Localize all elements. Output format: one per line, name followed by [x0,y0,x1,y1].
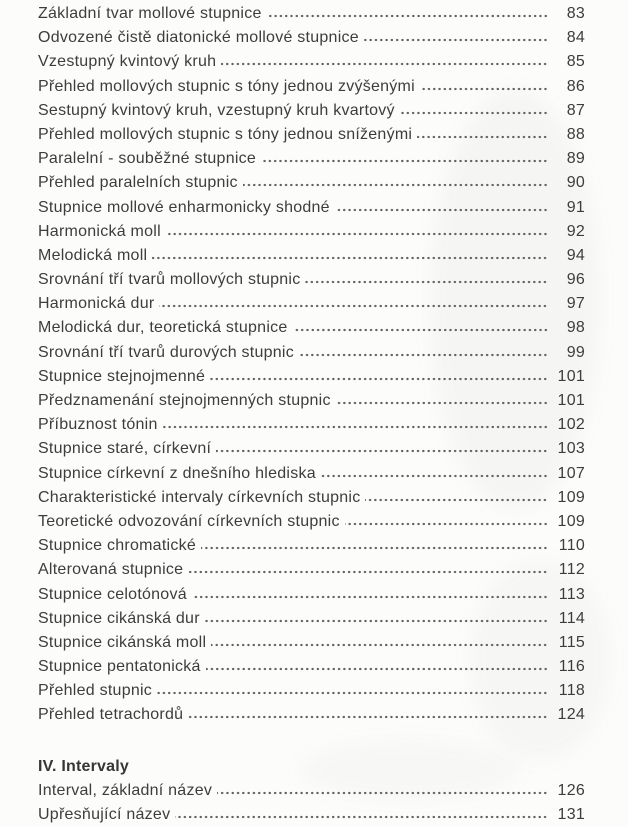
toc-entry-page: 109 [557,488,585,506]
toc-entry-page: 107 [557,464,585,482]
toc-entry-title: Upřesňující název [38,806,171,823]
toc-row [38,268,585,292]
toc-row [38,558,585,582]
dot-leader [335,208,548,212]
toc-row [38,292,585,316]
toc-entry-title: Přehled tetrachordů [38,706,184,724]
dot-leader [192,595,548,599]
dot-leader [336,401,548,405]
toc-entry-title: Stupnice mollové enharmonicky shodné [38,198,330,216]
toc-entry-title: Stupnice pentatonická [38,658,201,676]
toc-row [38,26,585,50]
toc-entry-page: 101 [557,392,585,409]
dot-leader [216,449,548,453]
toc-entry-page: 101 [557,367,585,385]
toc-entry-page: 83 [566,5,585,22]
dot-leader [163,425,548,429]
dot-leader [159,304,548,308]
toc-row [38,486,585,510]
toc-entry-page: 118 [558,682,585,700]
toc-entry-title: Alterovaná stupnice [38,561,184,579]
toc-entry-page: 112 [558,561,585,579]
toc-row [38,99,585,123]
dot-leader [420,87,548,91]
toc-entry-title: Stupnice celotónová [38,585,187,603]
toc-entry-page: 115 [558,633,585,651]
section-heading-intervaly: IV. Intervaly [38,757,129,775]
toc-row [38,510,585,534]
dot-leader [157,691,548,695]
toc-entry-title: Vzestupný kvintový kruh [38,53,217,71]
toc-entry-title: Melodická moll [38,246,148,264]
toc-row [38,437,585,461]
toc-entry-title: Předznamenání stejnojmenných stupnic [38,392,331,409]
toc-row [38,50,585,74]
dot-leader [175,815,548,819]
dot-leader [210,377,548,381]
toc-entry-title: Charakteristické intervaly církevních stupnic [38,488,361,506]
dot-leader [166,232,548,236]
table-of-contents [38,2,585,728]
toc-entry-title: Harmonická moll [38,222,161,240]
toc-row [38,779,585,803]
dot-leader [217,791,548,795]
toc-row [38,631,585,655]
dot-leader [345,522,548,526]
toc-entry-title: Stupnice cikánská dur [38,609,200,627]
dot-leader [188,570,548,574]
toc-entry-title: Stupnice chromatické [38,537,196,555]
toc-row [38,2,585,26]
dot-leader [267,14,548,18]
dot-leader [201,546,548,550]
toc-entry-page: 126 [557,781,585,799]
dot-leader [152,256,548,260]
dot-leader [321,474,548,478]
toc-entry-page: 92 [566,222,585,240]
dot-leader [221,62,548,66]
toc-entry-page: 124 [557,706,585,724]
toc-row [38,583,585,607]
toc-entry-page: 98 [566,319,585,337]
toc-entry-page: 131 [557,806,585,823]
toc-entry-page: 109 [557,512,585,530]
dot-leader [417,135,548,139]
dot-leader [364,38,548,42]
toc-row [38,534,585,558]
toc-entry-page: 89 [566,150,585,168]
toc-row [38,244,585,268]
toc-entry-title: Sestupný kvintový kruh, vzestupný kruh kvartový [38,101,395,119]
toc-row [38,75,585,99]
toc-entry-page: 99 [566,343,585,361]
toc-entry-page: 102 [557,416,585,434]
toc-entry-title: Přehled paralelních stupnic [38,174,238,192]
toc-row [38,703,585,727]
toc-entry-page: 85 [566,53,585,71]
toc-entry-title: Stupnice stejnojmenné [38,367,206,385]
toc-entry-page: 103 [557,440,585,458]
toc-entry-title: Stupnice cikánská moll [38,633,207,651]
toc-entry-title: Melodická dur, teoretická stupnice [38,319,288,337]
toc-row [38,413,585,437]
dot-leader [261,159,548,163]
toc-entry-title: Paralelní - souběžné stupnice [38,150,257,168]
toc-entry-page: 84 [566,29,585,47]
toc-entry-page: 96 [566,271,585,289]
toc-entry-title: Základní tvar mollové stupnice [38,5,262,22]
dot-leader [188,715,548,719]
toc-entry-title: Interval, základní název [38,781,213,799]
dot-leader [205,619,548,623]
toc-entry-title: Přehled mollových stupnic s tóny jednou zvýšenými [38,77,415,95]
toc-row [38,220,585,244]
toc-entry-page: 110 [558,537,585,555]
toc-entry-page: 87 [566,101,585,119]
toc-entry-page: 91 [566,198,585,216]
toc-entry-title: Srovnání tří tvarů mollových stupnic [38,271,301,289]
toc-row [38,341,585,365]
toc-row [38,679,585,703]
dot-leader [206,667,548,671]
toc-entry-title: Přehled mollových stupnic s tóny jednou sníženými [38,125,413,143]
dot-leader [299,353,548,357]
toc-entry-title: Harmonická dur [38,295,155,313]
toc-entry-page: 88 [566,125,585,143]
toc-entry-page: 114 [558,609,585,627]
toc-entry-page: 116 [558,658,585,676]
toc-entry-page: 90 [566,174,585,192]
toc-row [38,655,585,679]
toc-entry-page: 94 [566,246,585,264]
toc-row [38,171,585,195]
toc-entry-title: Stupnice církevní z dnešního hlediska [38,464,316,482]
toc-row [38,316,585,340]
toc-row [38,462,585,486]
toc-row [38,123,585,147]
toc-entry-title: Teoretické odvozování církevních stupnic [38,512,340,530]
toc-entry-page: 113 [558,585,585,603]
toc-entry-title: Stupnice staré, církevní [38,440,212,458]
toc-row [38,147,585,171]
toc-row [38,803,585,827]
toc-entry-title: Odvozené čistě diatonické mollové stupnice [38,29,359,47]
dot-leader [400,111,548,115]
toc-entry-page: 86 [566,77,585,95]
toc-entry-title: Srovnání tří tvarů durových stupnic [38,343,294,361]
toc-row [38,607,585,631]
toc-row [38,389,585,413]
dot-leader [243,183,548,187]
toc-entry-title: Přehled stupnic [38,682,153,700]
toc-entry-title: Příbuznost tónin [38,416,158,434]
dot-leader [211,643,548,647]
toc-row [38,196,585,220]
toc-entry-page: 97 [566,295,585,313]
section-table-of-contents [38,779,585,827]
dot-leader [365,498,548,502]
dot-leader [305,280,548,284]
toc-row [38,365,585,389]
dot-leader [293,328,548,332]
